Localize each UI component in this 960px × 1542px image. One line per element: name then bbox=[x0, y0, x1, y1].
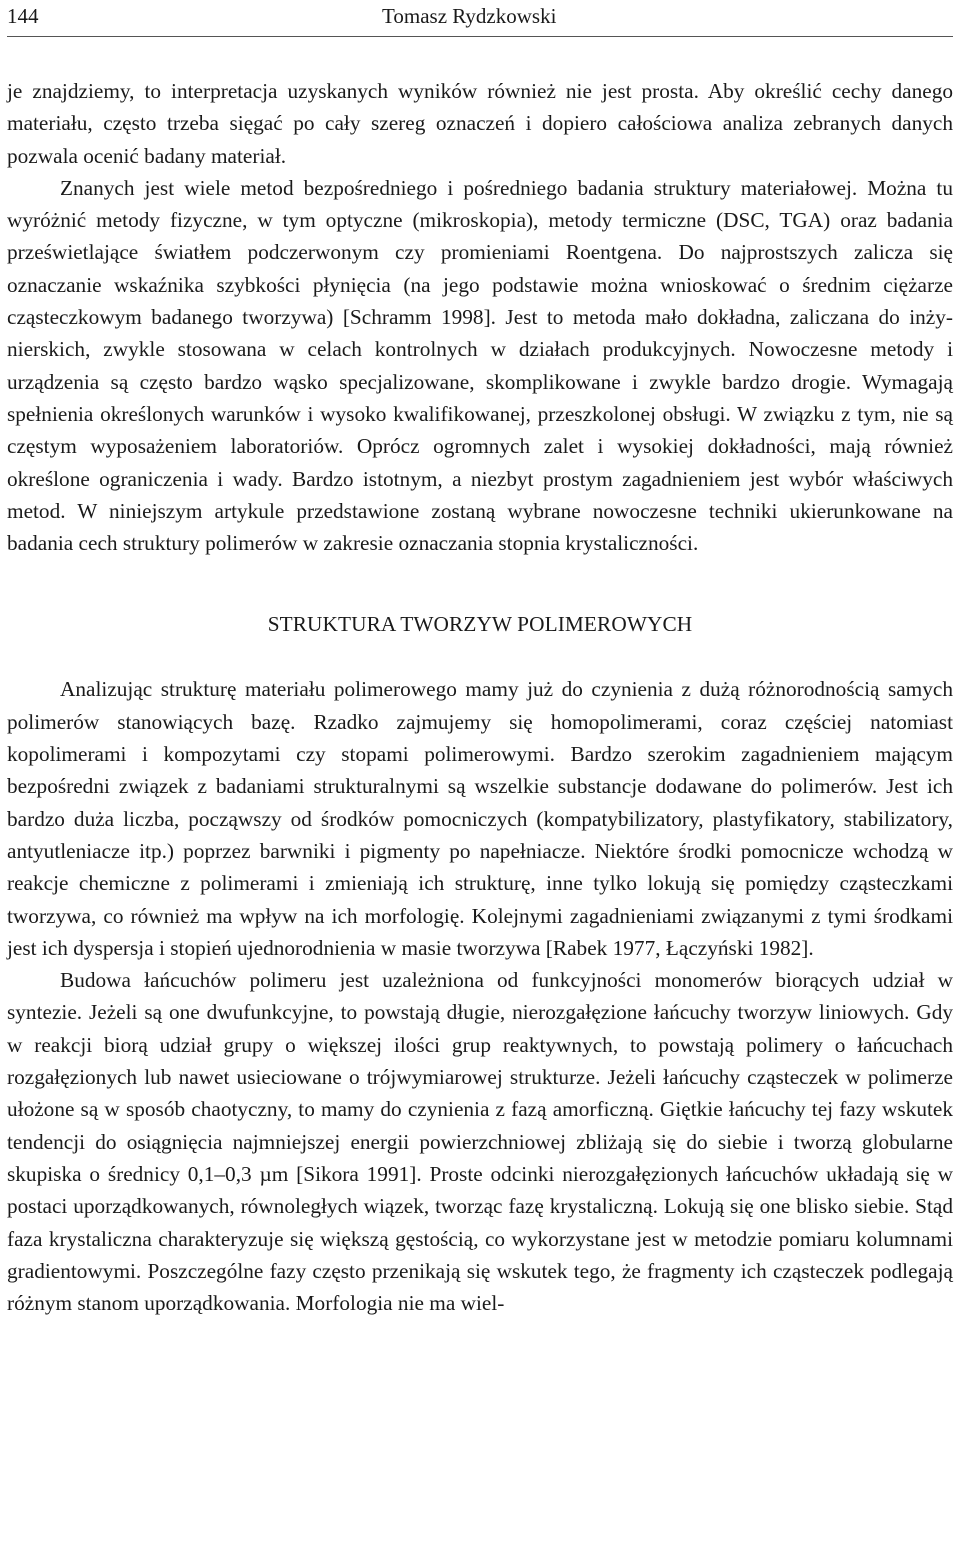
paragraph-methods: Znanych jest wiele metod bezpośredniego i pośredniego badania struktury materiałowej. Można tu wyróżnić metody fizyczne, w tym optyczne (mikroskopia), metody termiczne (DSC, TGA) oraz badania prześwietlające światłem podczerwonym czy promieniami Roentgena. Do najprostszych zalicza się oznaczanie wskaźnika szybkości płynięcia (na jego podstawie można wnioskować o średnim ciężarze cząsteczkowym badanego tworzywa) [Schramm 1998]. Jest to metoda mało dokładna, zaliczana do inżynierskich, zwykle stosowana w celach kontrolnych w działach produkcyjnych. Nowoczesne metody i urządzenia są często bardzo wąsko specjalizowane, skomplikowane i zwykle bardzo drogie. Wymagają spełnienia określonych warunków i wysoko kwalifikowanej, przeszkolonej obsługi. W związku z tym, nie są częstym wyposażeniem laboratoriów. Oprócz ogromnych zalet i wysokiej dokładności, mają również określone ograniczenia i wady. Bardzo istotnym, a niezbyt prostym zagadnieniem jest wybór właściwych metod. W niniejszym artykule przedstawione zostaną wybrane nowoczesne techniki ukierunkowane na badania cech struktury polimerów w zakresie oznaczania stopnia krystaliczności. bbox=[7, 175, 953, 556]
page-number: 144 bbox=[7, 4, 39, 28]
document-page bbox=[7, 0, 953, 1319]
section-heading: STRUKTURA TWORZYW POLIMEROWYCH bbox=[267, 612, 693, 637]
body-text bbox=[7, 75, 953, 1319]
paragraph-chains: Budowa łańcuchów polimeru jest uzależniona od funkcyjności monomerów biorących udział w syntezie. Jeżeli są one dwufunkcyjne, to powstają długie, nierozgałęzione łańcuchy tworzyw liniowych. Gdy w reakcji biorą udział grupy o większej ilości grup reaktywnych, to powstają polimery o łańcuchach rozgałęzionych lub nawet usieciowane o trójwymiarowej strukturze. Jeżeli łańcuchy cząsteczek w polimerze ułożone są w sposób chaotyczny, to mamy do czynienia z fazą amorficzną. Giętkie łańcuchy tej fazy wskutek tendencji do osiągnięcia najmniejszej energii powierzchniowej zbliżają się do siebie i tworzą globularne skupiska o średnicy 0,1–0,3 µm [Sikora 1991]. Proste odcinki nierozgałęzionych łańcuchów układają się w postaci uporządkowanych, równoległych wiązek, tworząc fazę krystaliczną. Lokują się one blisko siebie. Stąd faza krystaliczna charakteryzuje się większą gęstością, co wykorzystane jest w metodzie pomiaru kolumnami gradientowymi. Poszczególne fazy często przenikają się wskutek tego, że fragmenty ich cząsteczek podlegają różnym stanom uporządkowania. Morfologia nie ma wiel- bbox=[7, 968, 953, 1316]
running-header bbox=[7, 6, 953, 37]
paragraph-continuation: je znajdziemy, to interpretacja uzyskanych wyników również nie jest prosta. Aby określić cechy danego materiału, często trzeba sięgać po cały szereg oznaczeń i dopiero całościowa analiza zebranych danych pozwala ocenić badany materiał. bbox=[7, 79, 953, 168]
paragraph-structure: Analizując strukturę materiału polimerowego mamy już do czynienia z dużą różnorodnością samych polimerów stanowiących bazę. Rzadko zajmujemy się homopolimerami, coraz częściej natomiast kopolimerami i kompozytami czy stopami polimerowymi. Bardzo szerokim zagadnieniem mającym bezpośredni związek z badaniami strukturalnymi są wszelkie substancje dodawane do polimerów. Jest ich bardzo duża liczba, począwszy od środków pomocniczych (kompatybilizatory, plastyfikatory, stabilizatory, antyutleniacze itp.) poprzez barwniki i pigmenty po napełniacze. Niektóre środki pomocnicze wchodzą w reakcje chemiczne z polimerami i zmieniają ich strukturę, inne tylko lokują się pomiędzy cząsteczkami tworzywa, co również ma wpływ na ich morfologię. Kolejnymi zagadnieniami związanymi z tymi środkami jest ich dyspersja i stopień ujednorodnienia w masie tworzywa [Rabek 1977, Łączyński 1982]. bbox=[7, 677, 953, 960]
running-header-author: Tomasz Rydzkowski bbox=[382, 4, 557, 28]
